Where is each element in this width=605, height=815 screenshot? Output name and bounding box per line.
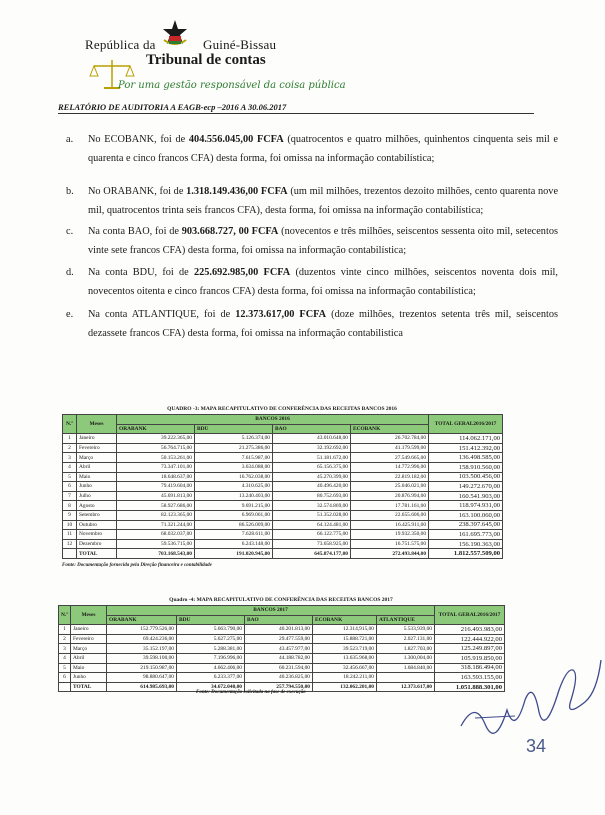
total-value: 132.062.201,00 — [313, 682, 377, 692]
group-header: BANCOS 2017 — [107, 606, 435, 616]
finding-item: d. Na conta BDU, foi de 225.692.985,00 FCFA (duzentos vinte cinco milhões, seiscentos noventa dois mil, novecentos oitenta e cinco francos CFA) desta forma, foi omissa na informação contabilística; — [66, 267, 558, 297]
bank-value: 5.288.381,00 — [177, 644, 245, 654]
total-value: 34.672.040,00 — [177, 682, 245, 692]
table-row — [63, 510, 503, 520]
bank-value: 19.932.350,00 — [351, 530, 429, 540]
row-number: 12 — [63, 539, 77, 549]
col-ecobank: ECOBANK — [313, 615, 377, 625]
bank-value: 43.010.648,00 — [273, 434, 351, 444]
finding-amount: 903.668.727, 00 FCFA — [181, 226, 279, 237]
bank-value: 4.310.625,00 — [195, 482, 273, 492]
total-value: 191.020.945,00 — [195, 549, 273, 559]
bank-value: 69.424.236,00 — [107, 634, 177, 644]
row-number: 5 — [59, 663, 71, 673]
col-n: N.º — [59, 606, 71, 625]
row-total: 118.974.931,00 — [429, 501, 503, 511]
bank-value: 6.243.148,00 — [195, 539, 273, 549]
bank-value: 5.663.790,00 — [177, 625, 245, 635]
bank-value: 13.635.968,00 — [313, 653, 377, 663]
table1-receitas-2016 — [62, 414, 503, 559]
bank-value: 32.192.692,00 — [273, 443, 351, 453]
row-total: 136.498.585,00 — [429, 453, 503, 463]
bank-value: 7.615.987,00 — [195, 453, 273, 463]
table-row — [59, 663, 505, 673]
col-meses: Meses — [71, 606, 107, 625]
bank-value: 51.181.672,00 — [273, 453, 351, 463]
bank-value: 68.032.037,00 — [117, 530, 195, 540]
finding-item: c. Na conta BAO, foi de 903.668.727, 00 FCFA (novecentos e três milhões, seiscentos sessenta oito mil, setecentos vinte sete francos CFA) desta forma, foi omissa na informação contabilística; — [66, 226, 558, 256]
row-month: Janeiro — [77, 434, 117, 444]
col-atlantique: ATLANTIQUE — [377, 615, 435, 625]
table-row — [63, 501, 503, 511]
bank-value: 7.628.611,00 — [195, 530, 273, 540]
bank-value: 18.242.211,00 — [313, 673, 377, 683]
row-month: Setembro — [77, 510, 117, 520]
bank-value: 15.888.721,00 — [313, 634, 377, 644]
row-month: Junho — [71, 673, 107, 683]
row-month: Junho — [77, 482, 117, 492]
bank-value: 39.598.100,00 — [107, 653, 177, 663]
row-total: 149.272.670,00 — [429, 482, 503, 492]
row-month: Abril — [77, 462, 117, 472]
row-number: 2 — [63, 443, 77, 453]
row-number: 11 — [63, 530, 77, 540]
total-row — [63, 549, 503, 559]
group-header: BANCOS 2016 — [117, 415, 429, 425]
bank-value: 13.240.403,00 — [195, 491, 273, 501]
row-number: 5 — [63, 472, 77, 482]
bank-value: 16.751.575,00 — [351, 539, 429, 549]
bank-value: 73.347.101,00 — [117, 462, 195, 472]
col-total-geral: TOTAL GERAL2016/2017 — [435, 606, 505, 625]
bank-value: 86.526.009,00 — [195, 520, 273, 530]
report-title: RELATÓRIO DE AUDITORIA A EAGB-ecp –2016 A 30.06.2017 — [58, 102, 287, 112]
table2-receitas-2017 — [58, 605, 505, 692]
bank-value: 1.684.840,00 — [377, 663, 435, 673]
bank-value: 7.196.996,00 — [177, 653, 245, 663]
grand-total: 1.051.888.301,00 — [435, 682, 505, 692]
row-number: 3 — [63, 453, 77, 463]
total-value: 257.794.550,00 — [245, 682, 313, 692]
row-number: 4 — [59, 653, 71, 663]
col-orabank: ORABANK — [117, 424, 195, 434]
finding-amount: 225.692.985,00 FCFA — [193, 267, 291, 278]
row-number: 1 — [59, 625, 71, 635]
bank-value: 32.456.667,00 — [313, 663, 377, 673]
page-number: 34 — [526, 736, 547, 756]
country-left: República da — [85, 37, 156, 52]
bank-value: 17.781.161,00 — [351, 501, 429, 511]
bank-value: 39.222.365,00 — [117, 434, 195, 444]
bank-value: 71.321.244,00 — [117, 520, 195, 530]
row-number: 9 — [63, 510, 77, 520]
bank-value: 22.655.606,00 — [351, 510, 429, 520]
row-total: 105.919.850,00 — [435, 653, 505, 663]
row-total: 151.412.392,00 — [429, 443, 503, 453]
row-number: 3 — [59, 644, 71, 654]
bank-value: 40.201.813,00 — [245, 625, 313, 635]
bank-value: 2.027.131,00 — [377, 634, 435, 644]
table-row — [59, 673, 505, 683]
bank-value: 45.691.813,00 — [117, 491, 195, 501]
bank-value: 35.152.197,00 — [107, 644, 177, 654]
col-bdu: BDU — [195, 424, 273, 434]
finding-amount: 12.373.617,00 FCFA — [235, 309, 327, 320]
bank-value: 1.827.703,00 — [377, 644, 435, 654]
bank-value: 66.122.775,00 — [273, 530, 351, 540]
total-value: 645.874.177,00 — [273, 549, 351, 559]
bank-value: 80.752.693,00 — [273, 491, 351, 501]
bank-value: 152.779.526,00 — [107, 625, 177, 635]
col-total-geral: TOTAL GERAL2016/2017 — [429, 415, 503, 434]
bank-value: 6.969.061,00 — [195, 510, 273, 520]
total-value: 614.985.693,00 — [107, 682, 177, 692]
table-row — [63, 472, 503, 482]
table1-caption: QUADRO -3: MAPA RECAPITULATIVO DE CONFERÊNCIA DAS RECEITAS BANCOS 2016 — [167, 406, 397, 412]
bank-value: 25.046.021,00 — [351, 482, 429, 492]
total-label: TOTAL — [71, 682, 107, 692]
row-month: Julho — [77, 491, 117, 501]
bank-value: 16.762.038,00 — [195, 472, 273, 482]
table-row — [63, 462, 503, 472]
bank-value: 59.536.715,00 — [117, 539, 195, 549]
court-motto: Por uma gestão responsável da coisa pública — [118, 80, 346, 91]
row-total: 158.910.560,00 — [429, 462, 503, 472]
row-total: 125.249.897,00 — [435, 644, 505, 654]
bank-value: 26.702.784,00 — [351, 434, 429, 444]
bank-value: 1.300,004,00 — [377, 653, 435, 663]
header-divider — [58, 113, 534, 114]
row-month: Dezembro — [77, 539, 117, 549]
table-row — [59, 644, 505, 654]
row-total: 103.500.456,00 — [429, 472, 503, 482]
bank-value: 64.124.481,00 — [273, 520, 351, 530]
country-right: Guiné-Bissau — [203, 37, 277, 52]
row-number: 8 — [63, 501, 77, 511]
row-number: 10 — [63, 520, 77, 530]
bank-value: 45.270.399,00 — [273, 472, 351, 482]
bank-value: 5.533,939,00 — [377, 625, 435, 635]
finding-item: b. No ORABANK, foi de 1.318.149.436,00 FCFA (um mil milhões, trezentos dezoito milhões, cento quarenta nove mil, quatrocentos trinta seis francos CFA), desta forma, foi omissa na informação contabilística; — [66, 186, 559, 216]
bank-value: 56.764.715,00 — [117, 443, 195, 453]
row-number: 6 — [59, 673, 71, 683]
row-month: Março — [77, 453, 117, 463]
bank-value: 219.150.987,00 — [107, 663, 177, 673]
bank-value: 5.126.374,00 — [195, 434, 273, 444]
bank-value: 20.876.994,00 — [351, 491, 429, 501]
bank-value: 32.574.869,00 — [273, 501, 351, 511]
table-row — [59, 634, 505, 644]
col-bdu: BDU — [177, 615, 245, 625]
grand-total: 1.812.557.509,00 — [429, 549, 503, 559]
bank-value: 21.275.386,00 — [195, 443, 273, 453]
signature-drawing — [455, 640, 605, 750]
row-number: 1 — [63, 434, 77, 444]
bank-value: 5.627.275,00 — [177, 634, 245, 644]
bank-value: 22.819.182,00 — [351, 472, 429, 482]
row-month: Fevereiro — [77, 443, 117, 453]
bank-value: 58.927.686,00 — [117, 501, 195, 511]
finding-item: a. No ECOBANK, foi de 404.556.045,00 FCFA (quatrocentos e quatro milhões, quinhentos cinquenta seis mil e quarenta e cinco francos CFA) desta forma, foi omissa na informação contabilística; — [66, 134, 558, 164]
bank-value: 51.352.028,00 — [273, 510, 351, 520]
row-month: Outubro — [77, 520, 117, 530]
table-row — [63, 520, 503, 530]
bank-value: 98.880.647,00 — [107, 673, 177, 683]
row-number: 2 — [59, 634, 71, 644]
col-meses: Meses — [77, 415, 117, 434]
table2-source: Fonte: Documentação solicitada na fase de execução — [196, 690, 306, 695]
bank-value: 73.658.925,00 — [273, 539, 351, 549]
bank-value: 39.523.719,00 — [313, 644, 377, 654]
col-orabank: ORABANK — [107, 615, 177, 625]
row-number: 7 — [63, 491, 77, 501]
row-month: Março — [71, 644, 107, 654]
table-row — [63, 530, 503, 540]
table-row — [59, 653, 505, 663]
bank-value: 44.188.782,00 — [245, 653, 313, 663]
bank-value: 40.496.420,00 — [273, 482, 351, 492]
bank-value: 79.419.604,00 — [117, 482, 195, 492]
findings-list — [66, 130, 559, 343]
bank-value: 29.477.559,00 — [245, 634, 313, 644]
court-name: Tribunal de contas — [146, 52, 266, 68]
table-row — [63, 443, 503, 453]
row-month: Novembro — [77, 530, 117, 540]
total-label: TOTAL — [77, 549, 117, 559]
col-bao: BAO — [273, 424, 351, 434]
bank-value: 40.236.825,00 — [245, 673, 313, 683]
row-total: 114.062.171,00 — [429, 434, 503, 444]
table1-source: Fonte: Documentação fornecida pela Direção financeira e contabilidade — [62, 563, 212, 568]
row-month: Maio — [77, 472, 117, 482]
row-month: Agosto — [77, 501, 117, 511]
bank-value: 4.662.406,00 — [177, 663, 245, 673]
row-total: 163.100.060,00 — [429, 510, 503, 520]
table-row — [63, 491, 503, 501]
bank-value: 65.156.375,00 — [273, 462, 351, 472]
row-total: 216.493.983,00 — [435, 625, 505, 635]
col-ecobank: ECOBANK — [351, 424, 429, 434]
bank-value: 9.691.215,00 — [195, 501, 273, 511]
bank-value: 3.634.088,00 — [195, 462, 273, 472]
bank-value: 41.179.599,00 — [351, 443, 429, 453]
row-month: Janeiro — [71, 625, 107, 635]
bank-value: 16.425.911,00 — [351, 520, 429, 530]
finding-amount: 404.556.045,00 FCFA — [188, 134, 284, 145]
finding-amount: 1.318.149.436,00 FCFA — [186, 186, 288, 197]
row-total: 161.695.773,00 — [429, 530, 503, 540]
total-value: 12.373.617,00 — [377, 682, 435, 692]
row-total: 122.444.922,00 — [435, 634, 505, 644]
table-row — [63, 453, 503, 463]
table-row — [63, 434, 503, 444]
bank-value: 14.772.996,00 — [351, 462, 429, 472]
bank-value — [377, 673, 435, 683]
col-bao: BAO — [245, 615, 313, 625]
bank-value: 6.233.377,00 — [177, 673, 245, 683]
table-row — [63, 482, 503, 492]
row-total: 156.190.363,00 — [429, 539, 503, 549]
row-month: Fevereiro — [71, 634, 107, 644]
bank-value: 27.549.665,00 — [351, 453, 429, 463]
row-number: 4 — [63, 462, 77, 472]
bank-value: 43.457.977,00 — [245, 644, 313, 654]
row-total: 238.397.645,00 — [429, 520, 503, 530]
row-total: 318.186.494,00 — [435, 663, 505, 673]
row-total: 160.541.903,00 — [429, 491, 503, 501]
table-row — [59, 625, 505, 635]
bank-value: 60.231.594,00 — [245, 663, 313, 673]
table-row — [63, 539, 503, 549]
total-blank — [63, 549, 77, 559]
total-value: 272.493.844,00 — [351, 549, 429, 559]
col-n: N.º — [63, 415, 77, 434]
total-blank — [59, 682, 71, 692]
bank-value: 50.153.261,00 — [117, 453, 195, 463]
row-month: Maio — [71, 663, 107, 673]
bank-value: 82.123.365,00 — [117, 510, 195, 520]
row-total: 163.593.155,00 — [435, 673, 505, 683]
bank-value: 12.314,915,00 — [313, 625, 377, 635]
row-month: Abril — [71, 653, 107, 663]
finding-item: e. Na conta ATLANTIQUE, foi de 12.373.617,00 FCFA (doze milhões, trezentos setenta três mil, seiscentos dezassete francos CFA) desta forma, foi omissa na informação contabilistica — [66, 309, 558, 339]
table2-caption: Quadro -4: MAPA RECAPITULATIVO DE CONFERÊNCIA DAS RECEITAS BANCOS 2017 — [169, 597, 393, 603]
row-number: 6 — [63, 482, 77, 492]
bank-value: 18.648.637,00 — [117, 472, 195, 482]
total-value: 703.168.543,00 — [117, 549, 195, 559]
